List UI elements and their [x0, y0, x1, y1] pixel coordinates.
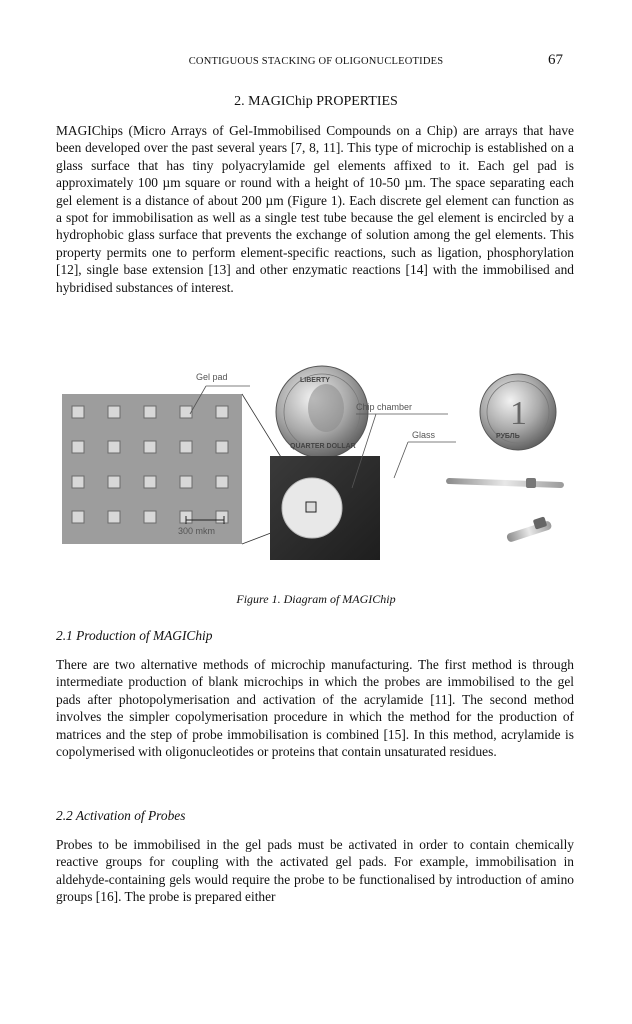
label-chip-chamber: Chip chamber [356, 402, 413, 412]
running-head: CONTIGUOUS STACKING OF OLIGONUCLEOTIDES [188, 56, 444, 67]
subsection-heading-production: 2.1 Production of MAGIChip [56, 628, 213, 643]
label-gel-pad: Gel pad [196, 372, 228, 382]
figure-graphic [56, 362, 576, 562]
coin-text-quarter: QUARTER DOLLAR [290, 443, 356, 450]
coin-text-denomination: 1 [510, 395, 527, 432]
gel-pad [72, 406, 84, 418]
body-paragraph-production: There are two alternative methods of microchip manufacturing. The first method is through intermediate production of blank microchips in which the probes are immobilised to the gel pads after photopolymerisation and activation of the acrylamide [11]. The second method involves the simpler copolymerisation procedure in which the method for the production of matrices and the step of probe immobilisation is combined [15]. In this method, acrylamide is copolymerised with oligonucleotides or proteins that contain unsaturated residues. [56, 657, 574, 760]
gel-pad [180, 406, 192, 418]
body-paragraph-properties: MAGIChips (Micro Arrays of Gel-Immobilised Compounds on a Chip) are arrays that have been developed over the past several years [7, 8, 11]. This type of microchip is established on a glass surface that has tiny polyacrylamide gel elements affixed to it. Each gel pad is approximately 100 µm square or round with a height of 10-50 µm. The space separating each gel element is a distance of about 200 µm (Figure 1). Each discrete gel element can function as a spot for immobilisation as well as a single test tube because the gel element is encircled by a hydrophobic glass surface that prevents the exchange of solution among the gel elements. This property permits one to perform element-specific reactions, such as ligation, phosphorylation [12], single base extension [13] and other enzymatic reactions [14] with the immobilised and hybridised substances of interest. [56, 123, 574, 295]
body-paragraph-activation: Probes to be immobilised in the gel pads must be activated in order to contain chemically reactive groups for coupling with the activated gel pads. For example, immobilisation in aldehyde-containing gels would require the probe to be functionalised by introduction of amino groups [16]. The probe is prepared either [56, 837, 574, 905]
gel-pad [108, 441, 120, 453]
gel-pad [144, 441, 156, 453]
gel-pad [216, 476, 228, 488]
gel-pad [72, 476, 84, 488]
us-quarter-coin [276, 366, 368, 458]
page-number: 67 [548, 52, 563, 68]
glass-rod [446, 478, 564, 488]
gel-pad [72, 511, 84, 523]
gel-pad [216, 441, 228, 453]
label-scale: 300 mkm [178, 526, 216, 536]
gel-pad [108, 476, 120, 488]
chip-array-marker [306, 502, 316, 512]
figure-magichip [56, 362, 576, 562]
label-glass: Glass [412, 430, 436, 440]
figure-caption: Figure 1. Diagram of MAGIChip [236, 592, 396, 606]
gel-pad [216, 511, 228, 523]
gel-pad [72, 441, 84, 453]
coin-text-liberty: LIBERTY [300, 377, 330, 384]
gel-pad [144, 476, 156, 488]
gel-pad [108, 511, 120, 523]
subsection-heading-activation: 2.2 Activation of Probes [56, 808, 186, 823]
glass-pointer [394, 442, 408, 478]
gel-pad [144, 511, 156, 523]
gel-pad [180, 476, 192, 488]
coin-text-ruble: РУБЛЬ [496, 433, 520, 440]
gel-pad [108, 406, 120, 418]
gel-pad [180, 441, 192, 453]
gel-pad [144, 406, 156, 418]
ruble-coin [480, 374, 556, 450]
glass-rod-tip [526, 478, 536, 488]
gel-pad [216, 406, 228, 418]
section-title: 2. MAGIChip PROPERTIES [234, 94, 398, 109]
